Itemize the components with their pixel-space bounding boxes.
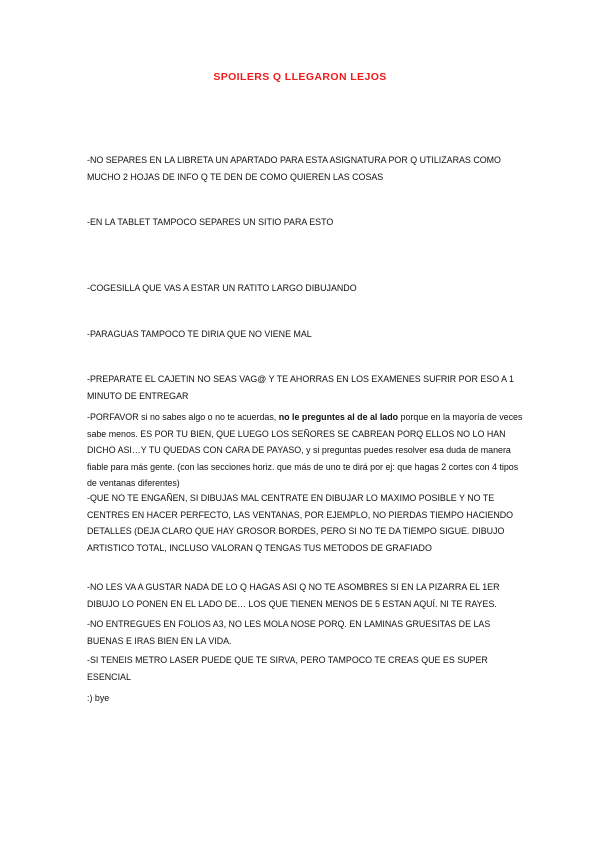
paragraph-a3-sheets: -NO ENTREGUES EN FOLIOS A3, NO LES MOLA NOSE PORQ. EN LAMINAS GRUESITAS DE LAS BUENAS E IRAS BIEN EN LA VIDA. <box>87 619 491 646</box>
document-title: SPOILERS Q LLEGARON LEJOS <box>213 71 387 83</box>
paragraph-laser-meter: -SI TENEIS METRO LASER PUEDE QUE TE SIRVA, PERO TAMPOCO TE CREAS QUE ES SUPER ESENCIAL <box>87 655 488 682</box>
paragraph-notebook: -NO SEPARES EN LA LIBRETA UN APARTADO PARA ESTA ASIGNATURA POR Q UTILIZARAS COMO MUCHO 2 HOJAS DE INFO Q TE DEN DE COMO QUIEREN LAS COSAS <box>87 155 501 182</box>
paragraph-drawing-time: -COGESILLA QUE VAS A ESTAR UN RATITO LARGO DIBUJANDO <box>87 283 357 293</box>
paragraph-bye: :) bye <box>87 693 110 703</box>
paragraph-dont-ask-start: -PORFAVOR si no sabes algo o no te acuerdas, <box>87 412 279 422</box>
paragraph-dont-ask-end: porque en la mayoría de veces sabe menos. ES POR TU BIEN, QUE LUEGO LOS SEÑORES SE CABREAN PORQ ELLOS NO LO HAN DICHO ASI…Y TU QUEDAS CON CARA DE PAYASO, y si preguntas puedes resolver esa duda de manera fiable para más gente. (con las secciones horiz. que más de uno te dirá por ej: que hagas 2 cortes con 4 tipos de ventanas diferentes) <box>87 412 523 488</box>
paragraph-umbrella: -PARAGUAS TAMPOCO TE DIRIA QUE NO VIENE MAL <box>87 329 312 339</box>
paragraph-dont-ask-bold: no le preguntes al de al lado <box>278 412 399 422</box>
paragraph-draw-fast: -QUE NO TE ENGAÑEN, SI DIBUJAS MAL CENTRATE EN DIBUJAR LO MAXIMO POSIBLE Y NO TE CENTRES EN HACER PERFECTO, LAS VENTANAS, POR EJEMPLO, NO PIERDAS TIEMPO HACIENDO DETALLES (DEJA CLARO QUE HAY GROSOR BORDES, PERO SI NO TE DA TIEMPO SIGUE. DIBUJO ARTISTICO TOTAL, INCLUSO VALORAN Q TENGAS TUS METODOS DE GRAFIADO <box>87 493 514 553</box>
paragraph-dont-ask <box>87 409 527 492</box>
paragraph-cajetin: -PREPARATE EL CAJETIN NO SEAS VAG@ Y TE AHORRAS EN LOS EXAMENES SUFRIR POR ESO A 1 MINUTO DE ENTREGAR <box>87 374 514 401</box>
paragraph-tablet: -EN LA TABLET TAMPOCO SEPARES UN SITIO PARA ESTO <box>87 217 334 227</box>
paragraph-board: -NO LES VA A GUSTAR NADA DE LO Q HAGAS ASI Q NO TE ASOMBRES SI EN LA PIZARRA EL 1ER DIBUJO LO PONEN EN EL LADO DE… LOS QUE TIENEN MENOS DE 5 ESTAN AQUÍ. NI TE RAYES. <box>87 582 500 609</box>
